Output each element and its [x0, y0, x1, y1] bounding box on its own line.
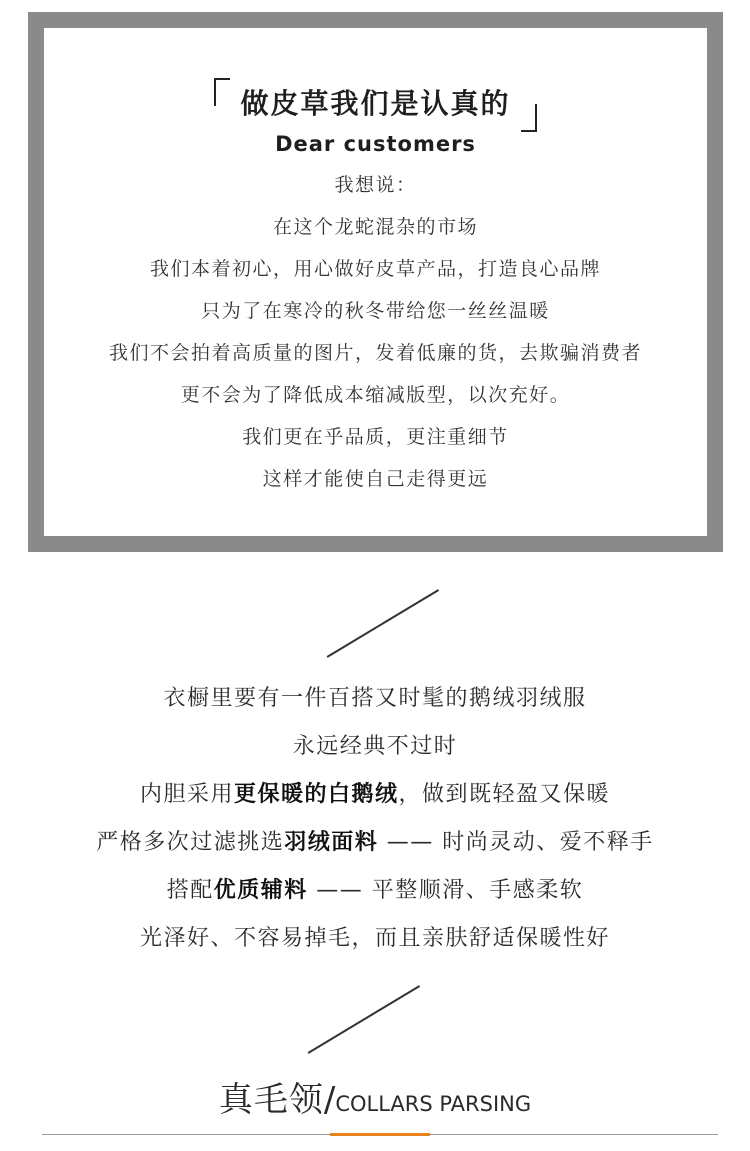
message-line: 我们不会拍着高质量的图片，发着低廉的货，去欺骗消费者 — [108, 342, 642, 364]
decorative-slash-top — [327, 589, 439, 657]
section-heading — [0, 1072, 750, 1121]
product-line-highlight: 羽绒面料 — [284, 830, 379, 855]
message-line: 我们更在乎品质，更注重细节 — [242, 426, 509, 448]
product-line-text: —— 时尚灵动、爱不释手 — [378, 830, 654, 855]
corner-bracket-left — [214, 78, 230, 106]
message-frame — [28, 12, 723, 552]
product-line: 光泽好、不容易掉毛，而且亲肤舒适保暖性好 — [139, 926, 610, 951]
product-line-highlight: 更保暖的白鹅绒 — [233, 782, 399, 807]
product-line-text: 内胆采用 — [139, 782, 234, 807]
corner-bracket-right — [521, 104, 537, 132]
product-line-text: ，做到既轻盈又保暖 — [398, 782, 611, 807]
product-line: 永远经典不过时 — [292, 734, 458, 759]
message-line: 更不会为了降低成本缩减版型，以次充好。 — [180, 384, 571, 406]
decorative-slash-bottom — [308, 985, 420, 1053]
product-line: 衣橱里要有一件百搭又时髦的鹅绒羽绒服 — [163, 686, 587, 711]
message-subtitle: Dear customers — [275, 132, 476, 156]
section-separator: / — [323, 1080, 336, 1120]
product-line-text: —— 平整顺滑、手感柔软 — [307, 878, 584, 903]
message-title-box — [214, 78, 536, 128]
product-description — [0, 675, 750, 963]
message-line: 这样才能使自己走得更远 — [262, 468, 489, 490]
product-line-text: 搭配 — [166, 878, 214, 903]
message-panel — [44, 28, 707, 536]
message-line: 我们本着初心，用心做好皮草产品，打造良心品牌 — [149, 258, 601, 280]
product-line-text: 严格多次过滤挑选 — [96, 830, 285, 855]
message-line: 我想说： — [334, 174, 417, 196]
message-line: 只为了在寒冷的秋冬带给您一丝丝温暖 — [201, 300, 550, 322]
product-line — [0, 819, 750, 867]
section-title-en: COLLARS PARSING — [335, 1092, 532, 1116]
product-line-highlight: 优质辅料 — [213, 878, 308, 903]
section-divider-accent — [330, 1133, 430, 1136]
product-line — [0, 867, 750, 915]
message-line: 在这个龙蛇混杂的市场 — [272, 216, 478, 238]
section-title-cn: 真毛领 — [218, 1080, 324, 1120]
message-title: 做皮草我们是认真的 — [240, 87, 511, 120]
product-line — [0, 771, 750, 819]
message-lines — [44, 164, 707, 500]
